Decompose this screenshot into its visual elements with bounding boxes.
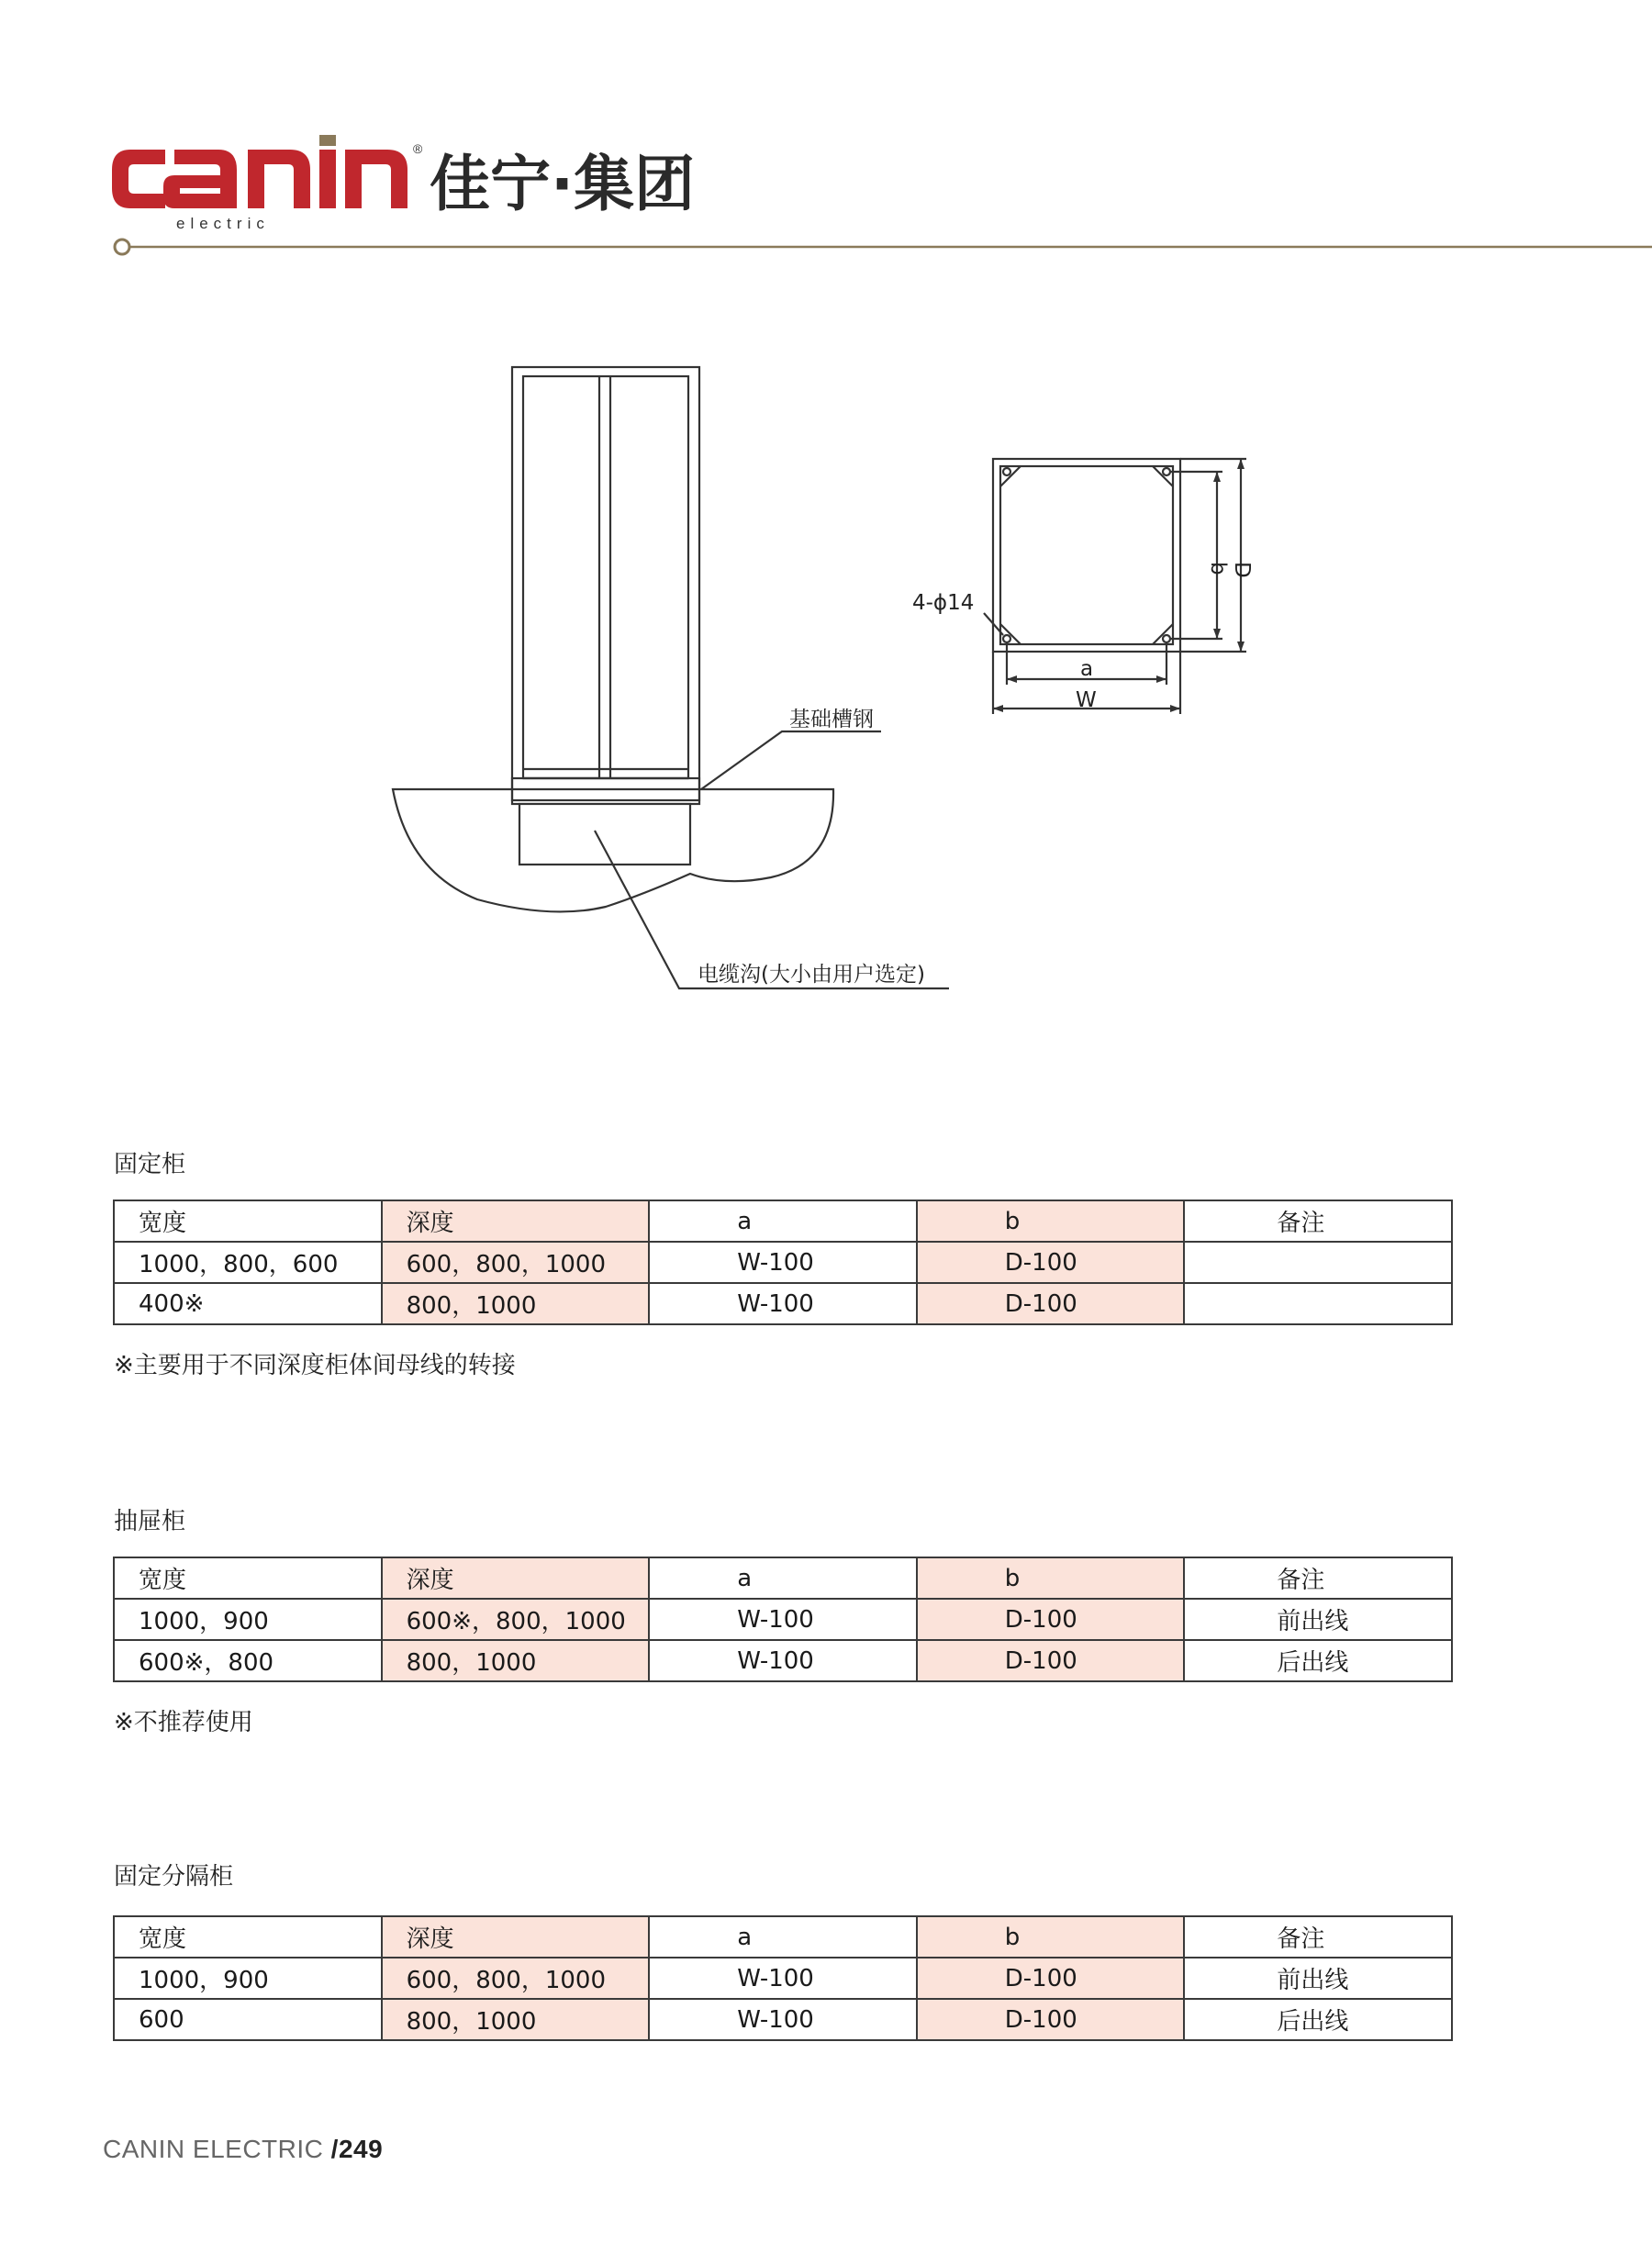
label-b: b bbox=[1206, 562, 1230, 575]
cell-width: 600※，800 bbox=[114, 1640, 382, 1681]
cell-b: D-100 bbox=[917, 1958, 1185, 1999]
table-row bbox=[114, 1242, 1452, 1283]
cell-remark: 后出线 bbox=[1184, 1640, 1452, 1681]
header-depth: 深度 bbox=[382, 1916, 650, 1958]
header-a: a bbox=[649, 1200, 917, 1242]
spec-table-drawer bbox=[113, 1557, 1453, 1682]
section-title-fixed: 固定柜 bbox=[114, 1151, 186, 1178]
cell-a: W-100 bbox=[649, 1599, 917, 1640]
cell-width: 1000，900 bbox=[114, 1599, 382, 1640]
cell-remark bbox=[1184, 1283, 1452, 1324]
cell-a: W-100 bbox=[649, 1242, 917, 1283]
cell-a: W-100 bbox=[649, 1958, 917, 1999]
table-row bbox=[114, 1999, 1452, 2040]
spec-table-partition bbox=[113, 1915, 1453, 2041]
section-title-drawer: 抽屉柜 bbox=[114, 1508, 186, 1535]
page-number: 249 bbox=[338, 2135, 384, 2163]
cell-b: D-100 bbox=[917, 1599, 1185, 1640]
cabinet-frame bbox=[512, 367, 699, 800]
cell-remark bbox=[1184, 1242, 1452, 1283]
label-w: W bbox=[1076, 688, 1097, 712]
brand-cn-text: 佳宁·集团 bbox=[430, 149, 696, 219]
table-header-row bbox=[114, 1200, 1452, 1242]
table-row bbox=[114, 1958, 1452, 1999]
cell-depth: 800，1000 bbox=[382, 1640, 650, 1681]
cell-depth: 800，1000 bbox=[382, 1283, 650, 1324]
cell-remark: 前出线 bbox=[1184, 1958, 1452, 1999]
brand-sub-text: electric bbox=[176, 215, 270, 232]
cell-depth: 600，800，1000 bbox=[382, 1958, 650, 1999]
header-width: 宽度 bbox=[114, 1200, 382, 1242]
brand-logo bbox=[110, 133, 753, 234]
cell-a: W-100 bbox=[649, 1283, 917, 1324]
svg-text:®: ® bbox=[413, 141, 423, 156]
cell-b: D-100 bbox=[917, 1640, 1185, 1681]
table-row bbox=[114, 1599, 1452, 1640]
label-a: a bbox=[1080, 657, 1094, 681]
header-b: b bbox=[917, 1200, 1185, 1242]
cell-a: W-100 bbox=[649, 1640, 917, 1681]
header-width: 宽度 bbox=[114, 1916, 382, 1958]
header-depth: 深度 bbox=[382, 1200, 650, 1242]
note-drawer: ※不推荐使用 bbox=[114, 1709, 253, 1736]
table-header-row bbox=[114, 1557, 1452, 1599]
installation-drawing bbox=[0, 330, 1652, 1028]
cell-b: D-100 bbox=[917, 1999, 1185, 2040]
header-a: a bbox=[649, 1557, 917, 1599]
section-title-partition: 固定分隔柜 bbox=[114, 1863, 234, 1891]
page-footer bbox=[103, 2135, 383, 2164]
cell-a: W-100 bbox=[649, 1999, 917, 2040]
cell-b: D-100 bbox=[917, 1283, 1185, 1324]
table-header-row bbox=[114, 1916, 1452, 1958]
footer-company: CANIN ELECTRIC bbox=[103, 2135, 324, 2163]
header-rule bbox=[112, 237, 1652, 264]
header-b: b bbox=[917, 1916, 1185, 1958]
spec-table-fixed bbox=[113, 1200, 1453, 1325]
label-d: D bbox=[1230, 562, 1254, 578]
cell-remark: 前出线 bbox=[1184, 1599, 1452, 1640]
header-b: b bbox=[917, 1557, 1185, 1599]
cell-remark: 后出线 bbox=[1184, 1999, 1452, 2040]
header-remark: 备注 bbox=[1184, 1200, 1452, 1242]
cell-depth: 600，800，1000 bbox=[382, 1242, 650, 1283]
cell-width: 400※ bbox=[114, 1283, 382, 1324]
cell-depth: 600※，800，1000 bbox=[382, 1599, 650, 1640]
header-width: 宽度 bbox=[114, 1557, 382, 1599]
cell-depth: 800，1000 bbox=[382, 1999, 650, 2040]
header-depth: 深度 bbox=[382, 1557, 650, 1599]
table-row bbox=[114, 1640, 1452, 1681]
cell-b: D-100 bbox=[917, 1242, 1185, 1283]
header-a: a bbox=[649, 1916, 917, 1958]
plan-view bbox=[984, 459, 1246, 714]
table-row bbox=[114, 1283, 1452, 1324]
label-holes: 4-ϕ14 bbox=[912, 591, 975, 615]
label-cable-trench: 电缆沟(大小由用户选定) bbox=[698, 963, 925, 987]
cell-width: 1000，900 bbox=[114, 1958, 382, 1999]
cell-width: 1000，800，600 bbox=[114, 1242, 382, 1283]
header-remark: 备注 bbox=[1184, 1916, 1452, 1958]
cell-width: 600 bbox=[114, 1999, 382, 2040]
note-fixed: ※主要用于不同深度柜体间母线的转接 bbox=[114, 1352, 516, 1379]
cable-trench bbox=[519, 804, 690, 865]
header-remark: 备注 bbox=[1184, 1557, 1452, 1599]
footer-separator: / bbox=[330, 2135, 339, 2163]
label-channel-steel: 基础槽钢 bbox=[789, 708, 874, 731]
